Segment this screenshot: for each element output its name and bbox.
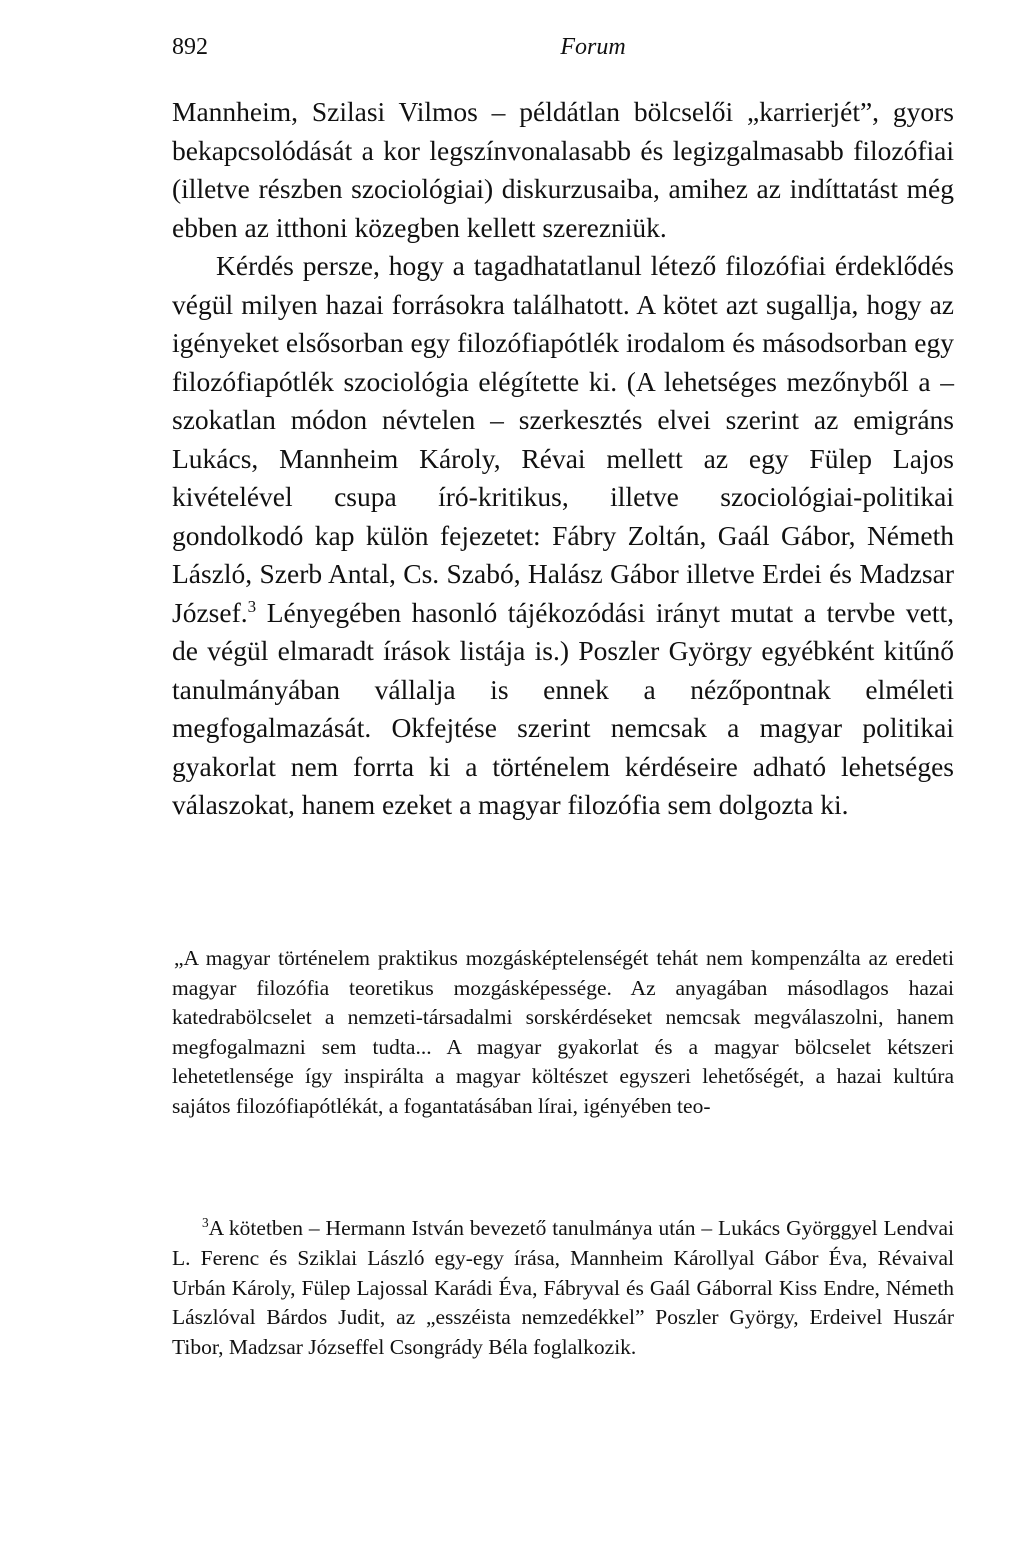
paragraph-text: Lényegében hasonló tájékozódási irányt mutat a tervbe vett, de végül elmaradt írások listája is.) Poszler György egyébként kitűnő tanulmányában vállalja is ennek a nézőpontnak elméleti megfogalmazását. Okfejtése szerint nemcsak a magyar politikai gyakorlat nem forrta ki a történelem kérdéseire adható lehetséges válaszokat, hanem ezeket a magyar filozófia sem dolgozta ki. [172, 596, 954, 820]
footnote-reference: 3 [247, 596, 257, 616]
running-head [172, 34, 954, 64]
page-number: 892 [172, 34, 208, 60]
main-text [172, 93, 954, 825]
footnote-text: A kötetben – Hermann István bevezető tanulmánya után – Lukács Györggyel Lendvai L. Ferenc és Sziklai László egy-egy írása, Mannheim Károllyal Gábor Éva, Révaival Urbán Károly, Fülep Lajossal Karádi Éva, Fábryval és Gaál Gáborral Kiss Endre, Németh Lászlóval Bárdos Judit, az „esszéista nemzedékkel” Poszler György, Erdeivel Huszár Tibor, Madzsar Józseffel Csongrády Béla foglalkozik. [172, 1216, 954, 1360]
journal-title: Forum [560, 34, 626, 60]
paragraph-text: Kérdés persze, hogy a tagadhatatlanul létező filozófiai érdeklődés végül milyen hazai forrásokra találhatott. A kötet azt sugallja, hogy az igényeket elsősorban egy filozófiapótlék irodalom és másodsorban egy filozófiapótlék szociológia elégítette ki. (A lehetséges mezőnyből a – szokatlan módon névtelen – szerkesztés elvei szerint az emigráns Lukács, Mannheim Károly, Révai mellett az egy Fülep Lajos kivételével csupa író-kritikus, illetve szociológiai-politikai gondolkodó kap külön fejezetet: Fábry Zoltán, Gaál Gábor, Németh László, Szerb Antal, Cs. Szabó, Halász Gábor illetve Erdei és Madzsar József. [172, 250, 954, 628]
paragraph: Mannheim, Szilasi Vilmos – példátlan bölcselői „karrierjét”, gyors bekapcsolódását a kor legszínvonalasabb és legizgalmasabb filozófiai (illetve részben szociológiai) diskurzusaiba, amihez az indíttatást még ebben az itthoni közegben kellett szerezniük. [172, 96, 954, 243]
paragraph [172, 247, 954, 825]
footnote [172, 1214, 954, 1363]
block-quote: „A magyar történelem praktikus mozgásképtelenségét tehát nem kompenzálta az eredeti magyar filozófia teoretikus mozgásképessége. Az anyagában másodlagos hazai katedrabölcselet a nemzeti-társadalmi sorskérdéseket nemcsak megválaszolni, hanem megfogalmazni sem tudta... A magyar gyakorlat és a magyar bölcselet kétszeri lehetetlensége így inspirálta a magyar költészet egyszeri lehetőségét, a hazai kultúra sajátos filozófiapótlékát, a fogantatásában lírai, igényében teo- [172, 946, 954, 1118]
footnote-marker: 3 [202, 1214, 209, 1230]
